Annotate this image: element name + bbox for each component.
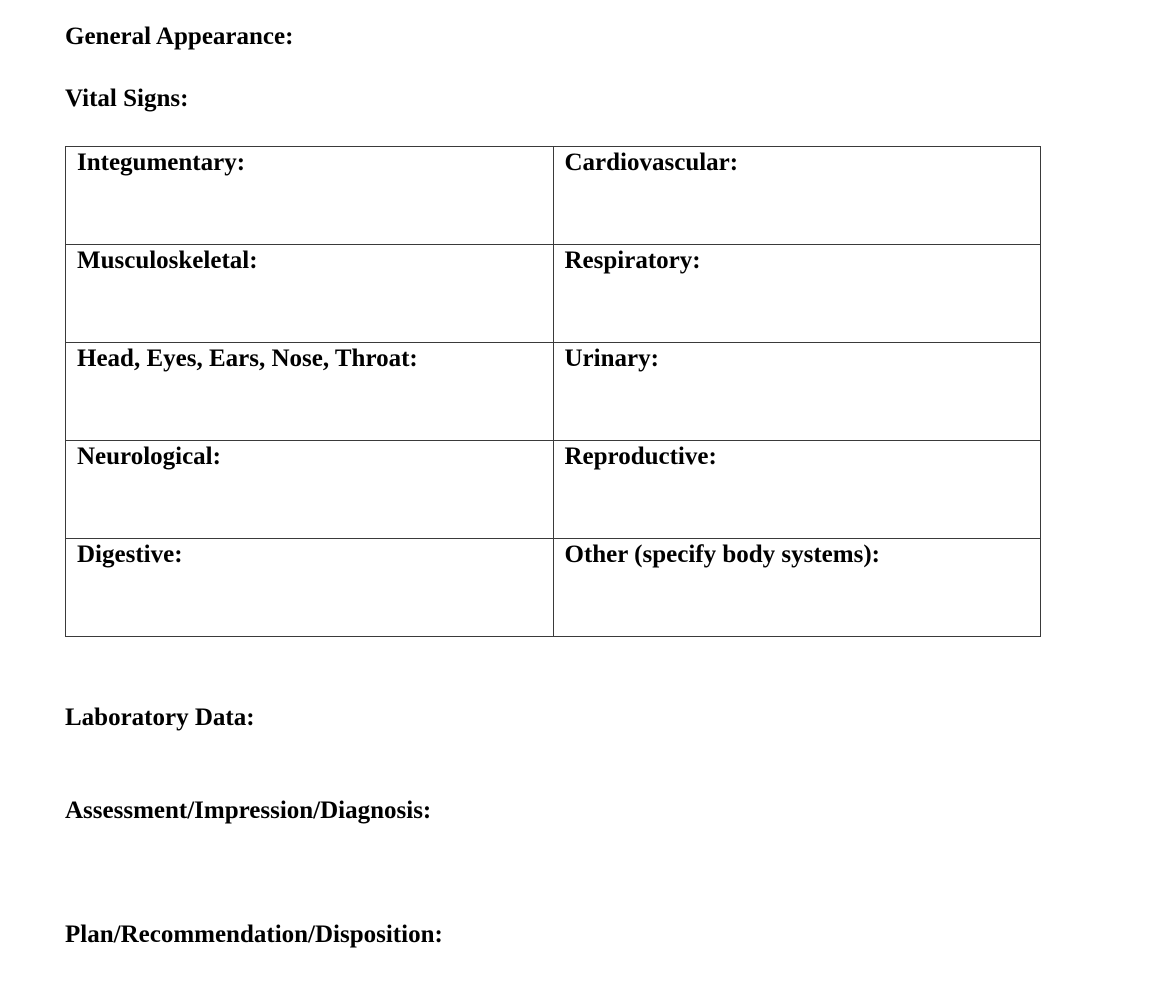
musculoskeletal-cell[interactable] xyxy=(66,245,554,343)
general-appearance-heading: General Appearance: xyxy=(65,23,294,50)
cardiovascular-cell[interactable] xyxy=(553,147,1041,245)
neurological-cell[interactable] xyxy=(66,441,554,539)
reproductive-label: Reproductive: xyxy=(564,443,717,470)
body-systems-table xyxy=(65,146,1041,637)
neurological-label: Neurological: xyxy=(77,443,221,470)
respiratory-cell[interactable] xyxy=(553,245,1041,343)
digestive-label: Digestive: xyxy=(77,541,183,568)
table-row xyxy=(66,147,1041,245)
table-row xyxy=(66,245,1041,343)
assessment-heading: Assessment/Impression/Diagnosis: xyxy=(65,797,432,824)
table-row xyxy=(66,539,1041,637)
vital-signs-heading: Vital Signs: xyxy=(65,85,189,112)
urinary-cell[interactable] xyxy=(553,343,1041,441)
musculoskeletal-label: Musculoskeletal: xyxy=(77,247,258,274)
integumentary-label: Integumentary: xyxy=(77,149,246,176)
table-row xyxy=(66,343,1041,441)
other-systems-label: Other (specify body systems): xyxy=(564,541,880,568)
heent-cell[interactable] xyxy=(66,343,554,441)
heent-label: Head, Eyes, Ears, Nose, Throat: xyxy=(77,345,418,372)
other-systems-cell[interactable] xyxy=(553,539,1041,637)
respiratory-label: Respiratory: xyxy=(564,247,701,274)
reproductive-cell[interactable] xyxy=(553,441,1041,539)
digestive-cell[interactable] xyxy=(66,539,554,637)
integumentary-cell[interactable] xyxy=(66,147,554,245)
laboratory-data-heading: Laboratory Data: xyxy=(65,704,255,731)
table-row xyxy=(66,441,1041,539)
urinary-label: Urinary: xyxy=(564,345,659,372)
cardiovascular-label: Cardiovascular: xyxy=(564,149,739,176)
plan-heading: Plan/Recommendation/Disposition: xyxy=(65,921,443,948)
